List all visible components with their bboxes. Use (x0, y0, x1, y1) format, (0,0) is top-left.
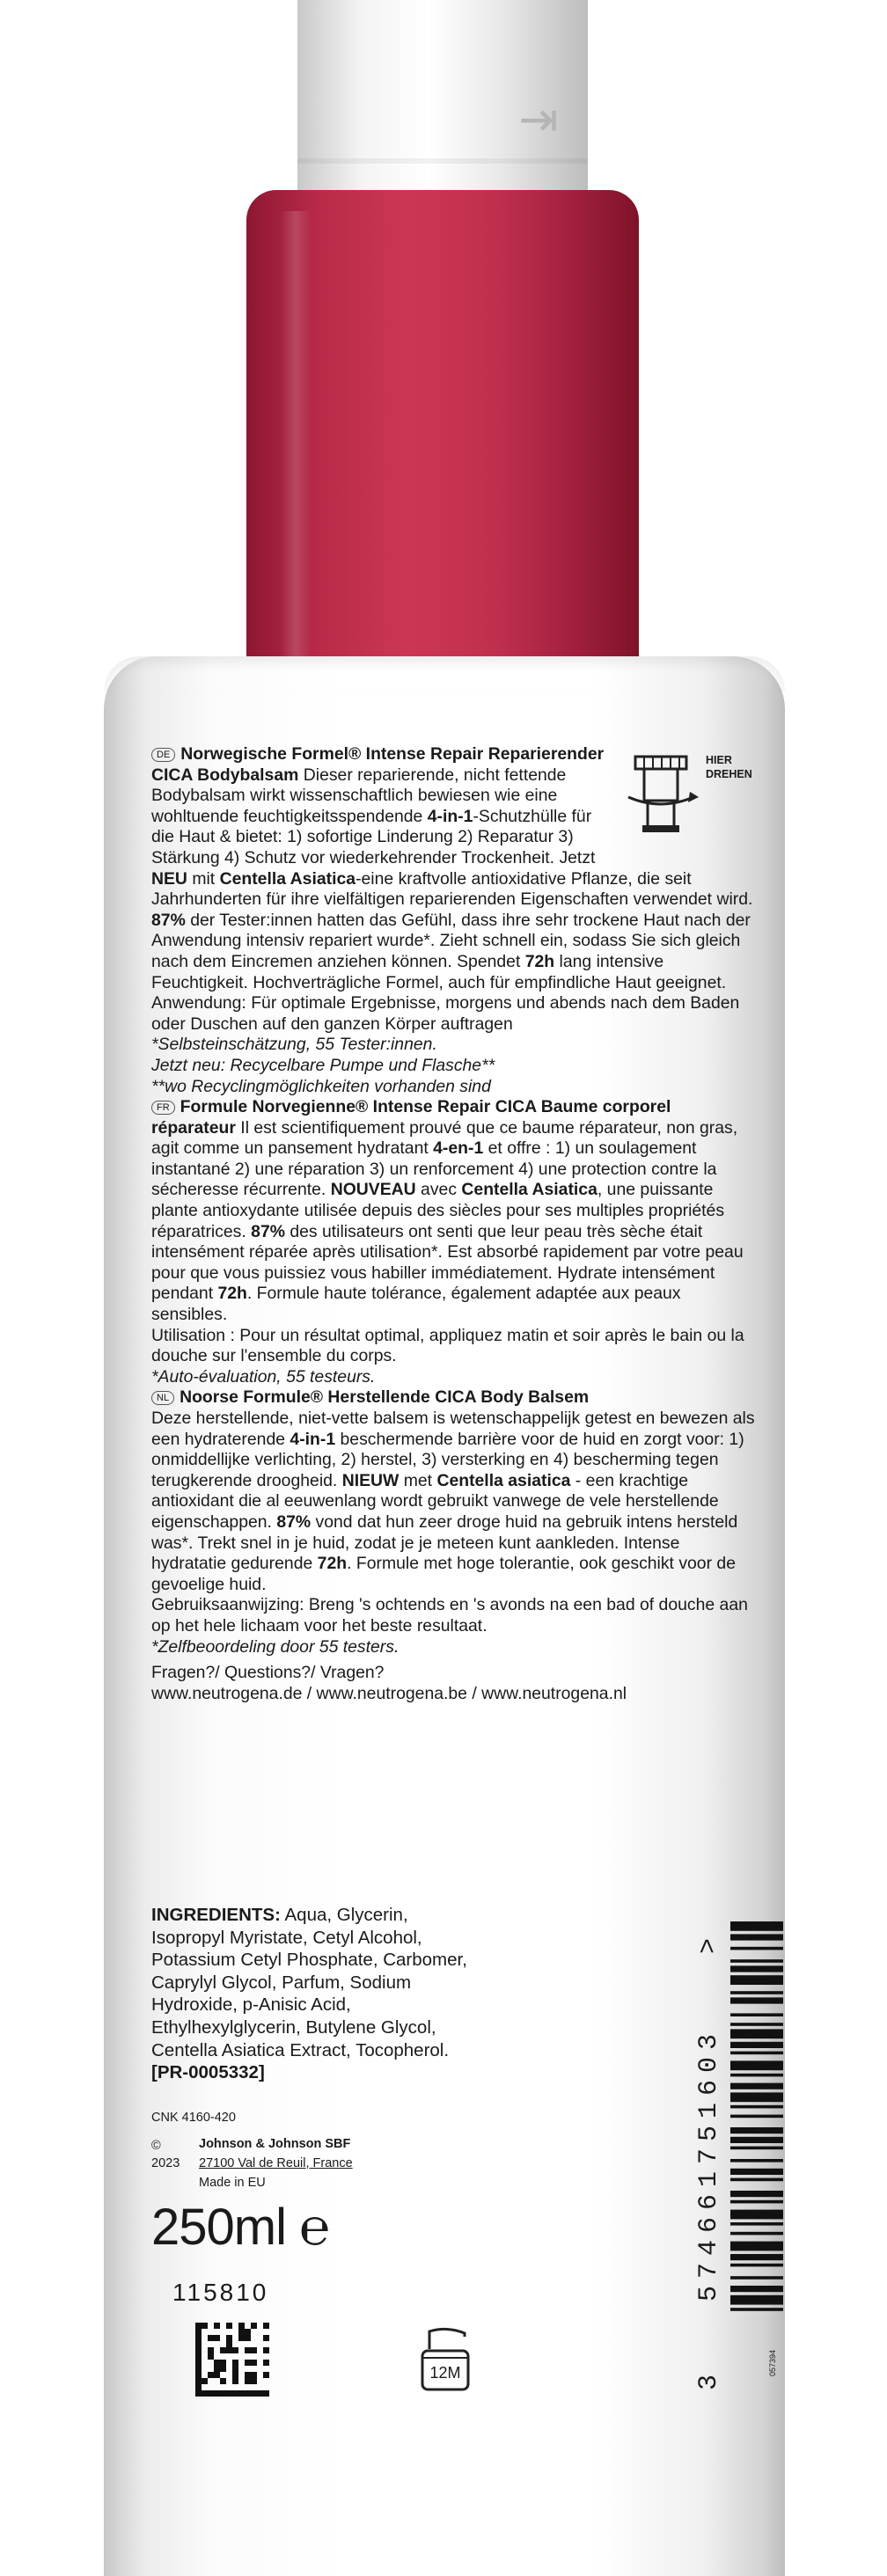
german-text-4: -eine kraftvolle antioxidative Pflanze, die seit Jahrhunderten für ihre vielfältigen reparierenden Eigenschaften verwendet wird. (151, 868, 753, 910)
barcode-bar (730, 2222, 783, 2226)
open-jar-icon (417, 2324, 473, 2395)
barcode-bar (730, 2200, 783, 2204)
barcode-bar (730, 2074, 783, 2077)
barcode-bar (730, 2295, 783, 2305)
dutch-usage: Gebruiksaanwijzing: Breng 's ochtends en 's avonds na een bad of douche aan op het hele lichaam voor het beste resultaat. (151, 1595, 748, 1636)
pump-arrow-icon: ⇥ (518, 91, 559, 147)
manufacturer-address: 27100 Val de Reuil, France (199, 2156, 353, 2170)
barcode-bar (730, 2178, 783, 2182)
german-text-5: der Tester:innen hatten das Gefühl, dass ihre sehr trockene Haut nach der Anwendung intensiv repariert wurde*. Zieht schnell ein, sodass Sie sich gleich nach dem Eincremen anziehen können. Spendet (151, 910, 751, 971)
barcode-bar (730, 1959, 783, 1963)
dutch-bold-3: Centella asiatica (436, 1470, 571, 1490)
dutch-title: Noorse Formule® Herstellende CICA Body Balsem (180, 1387, 590, 1408)
barcode-bar (730, 2308, 783, 2311)
french-text-1: Il est scientifiquement prouvé que ce baume réparateur, non gras, agit comme un pansement hydratant (151, 1117, 738, 1159)
cnk-code: CNK 4160-420 (151, 2111, 236, 2125)
copyright-block (151, 2138, 161, 2155)
dutch-paragraph-body (151, 1409, 759, 1595)
german-bold-4: 87% (151, 910, 186, 930)
french-bold-4: 87% (251, 1221, 285, 1241)
barcode-bar (730, 2137, 783, 2143)
french-text-4: , une puissante plante antioxydante utilisée depuis des siècles pour ses multiples propriétés réparatrices. (151, 1180, 725, 1241)
barcode-bar (730, 2013, 783, 2016)
french-footnote: *Auto-évaluation, 55 testeurs. (151, 1366, 376, 1387)
barcode-bar (730, 1921, 783, 1931)
barcode-bar (730, 2191, 783, 2197)
french-text-6: . Formule haute tolérance, également adaptée aux peaux sensibles. (151, 1284, 681, 1325)
barcode-bar (730, 2029, 783, 2038)
dutch-text-1: Deze herstellende, niet-vette balsem is wetenschappelijk getest en bewezen als een hydraterende (151, 1409, 755, 1449)
twist-label-line-1: HIER (706, 754, 732, 766)
country-of-origin: Made in EU (199, 2176, 266, 2190)
barcode-number: 574661751603 (694, 2026, 725, 2302)
period-after-opening: 12M (429, 2364, 461, 2382)
barcode-bar (730, 2242, 783, 2251)
barcode-bar (730, 1934, 783, 1940)
barcode-bar (730, 2105, 783, 2109)
german-text-6: lang intensive Feuchtigkeit. Hochverträgliche Formel, auch für empfindliche Haut geeignet. (151, 951, 727, 992)
barcode-bar (730, 2254, 783, 2260)
language-badge-nl: NL (151, 1391, 174, 1405)
volume-amount: 250ml (151, 2199, 286, 2256)
german-bold-2: NEU (151, 868, 187, 889)
copyright-symbol: © (151, 2139, 161, 2153)
dutch-bold-2: NIEUW (341, 1470, 400, 1490)
dutch-text-3: met (399, 1470, 437, 1490)
german-footnote-2: Jetzt neu: Recycelbare Pumpe und Flasche** (151, 1055, 495, 1075)
barcode-bar (730, 2286, 783, 2292)
barcode-bar (730, 1947, 783, 1950)
french-paragraph (151, 1097, 759, 1326)
barcode-bar (730, 2115, 783, 2119)
product-description (151, 744, 759, 1704)
net-volume (151, 2199, 329, 2256)
barcode-bar (730, 2023, 783, 2026)
dutch-text-6: . Formule met hoge tolerantie, ook geschikt voor de gevoelige huid. (151, 1554, 736, 1594)
german-paragraph-cont (151, 869, 759, 994)
german-text-2: -Schutzhülle für die Haut & bietet: 1) sofortige Linderung 2) Reparatur 3) Stärkung 4) Schutz vor wiederkehrender Trockenheit. Jetzt (151, 806, 596, 867)
bottle-shoulder (104, 656, 785, 692)
barcode-bar (730, 2159, 783, 2163)
german-bold-1: 4-in-1 (427, 806, 473, 826)
barcode-bar (730, 2083, 783, 2089)
german-usage: Anwendung: Für optimale Ergebnisse, morgens und abends nach dem Baden oder Duschen auf den ganzen Körper auftragen (151, 993, 740, 1034)
ingredients-heading: INGREDIENTS: (151, 1905, 281, 1925)
french-bold-2: NOUVEAU (330, 1180, 416, 1200)
ingredients-block (151, 1904, 486, 2084)
french-text-3: avec (415, 1180, 462, 1200)
barcode-bar (730, 1991, 783, 1994)
french-text-5: des utilisateurs ont senti que leur peau très sèche était intensément réparée après utilisation*. Est absorbé rapidement par votre peau pour que vous puissiez vous habiller immédiatement. Hydrate intensément pendant (151, 1221, 744, 1304)
french-text-2: et offre : 1) un soulagement instantané 2) une réparation 3) un renforcement 4) une protection contre la sécheresse récurrente. (151, 1138, 717, 1200)
product-reference-code: [PR-0005332] (151, 2062, 265, 2083)
manufacturer-name: Johnson & Johnson SBF (199, 2137, 351, 2151)
barcode-bar (730, 2042, 783, 2048)
twist-label-line-2: DREHEN (706, 768, 752, 780)
french-bold-3: Centella Asiatica (461, 1180, 597, 1200)
barcode-bar (730, 2264, 783, 2267)
barcode-bar (730, 2169, 783, 2175)
dutch-bold-1: 4-in-1 (290, 1429, 336, 1449)
dutch-bold-5: 72h (317, 1554, 348, 1574)
language-badge-fr: FR (151, 1101, 175, 1115)
barcode-bar (730, 2127, 783, 2133)
dutch-text-2: beschermende barrière voor de huid en zorgt voor: 1) onmiddellijke verlichting, 2) herstel, 3) versterking en 4) bescherming tegen terugkerende droogheid. (151, 1429, 744, 1490)
copyright-year: 2023 (151, 2156, 180, 2170)
language-badge-de: DE (151, 748, 175, 762)
barcode-bar (730, 2092, 783, 2102)
barcode-bar (730, 2060, 783, 2070)
barcode-bar (730, 2147, 783, 2150)
barcode-first-digit: 3 (694, 2375, 724, 2391)
barcode-bar (730, 1965, 783, 1972)
barcode-bar (730, 2052, 783, 2055)
german-footnote-3: **wo Recyclingmöglichkeiten vorhanden sind (151, 1076, 491, 1096)
dutch-footnote: *Zelfbeoordeling door 55 testers. (151, 1636, 400, 1657)
data-matrix-code (195, 2323, 269, 2397)
german-paragraph (151, 744, 609, 869)
contact-question: Fragen?/ Questions?/ Vragen? (151, 1663, 385, 1683)
barcode-small-code: 057394 (768, 2349, 778, 2377)
german-text-1: Dieser reparierende, nicht fettende Bodybalsam wirkt wissenschaftlich bewiesen wie eine wohltuende feuchtigkeitsspendende (151, 765, 567, 826)
german-bold-3: Centella Asiatica (219, 868, 356, 889)
barcode-end-mark: > (694, 1938, 724, 1955)
german-text-3: mit (187, 868, 220, 889)
french-bold-5: 72h (217, 1284, 247, 1304)
barcode-digits (692, 1909, 727, 2397)
batch-number: 115810 (172, 2279, 269, 2306)
estimated-sign-icon: ℮ (299, 2199, 329, 2256)
dutch-text-5: vond dat hun zeer droge huid na gebruik intens hersteld was*. Trekt snel in je huid, zodat je je meteen kunt aankleden. Intense hydratatie gedurende (151, 1511, 738, 1574)
french-usage: Utilisation : Pour un résultat optimal, appliquez matin et soir après le bain ou la douche sur l'ensemble du corps. (151, 1325, 744, 1366)
dutch-bold-4: 87% (276, 1511, 312, 1532)
german-section (151, 744, 609, 869)
contact-websites: www.neutrogena.de / www.neutrogena.be / www.neutrogena.nl (151, 1683, 627, 1703)
barcode-bar (730, 1997, 783, 2003)
french-bold-1: 4-en-1 (433, 1138, 484, 1159)
collar-highlight (280, 211, 312, 660)
german-bold-5: 72h (524, 951, 555, 971)
ingredients-list: Aqua, Glycerin, Isopropyl Myristate, Cetyl Alcohol, Potassium Cetyl Phosphate, Carbomer, Caprylyl Glycol, Parfum, Sodium Hydroxide, p-Anisic Acid, Ethylhexylglycerin, Butylene Glycol, Centella Asiatica Extract, Tocopherol. (151, 1905, 467, 2060)
dutch-text-4: - een krachtige antioxidant die al eeuwenlang wordt gebruikt vanwege de vele herstellende eigenschappen. (151, 1470, 719, 1532)
pump-collar (297, 158, 588, 164)
barcode-bar (730, 2276, 783, 2280)
french-title: Formule Norvegienne® Intense Repair CICA Baume corporel réparateur (151, 1097, 671, 1138)
dutch-paragraph (151, 1387, 759, 1409)
german-title: Norwegische Formel® Intense Repair Reparierender CICA Bodybalsam (151, 744, 605, 785)
barcode-bar (730, 2232, 783, 2236)
german-footnote-1: *Selbsteinschätzung, 55 Tester:innen. (151, 1035, 437, 1055)
barcode-bar (730, 2210, 783, 2220)
barcode-bar (730, 1975, 783, 1985)
